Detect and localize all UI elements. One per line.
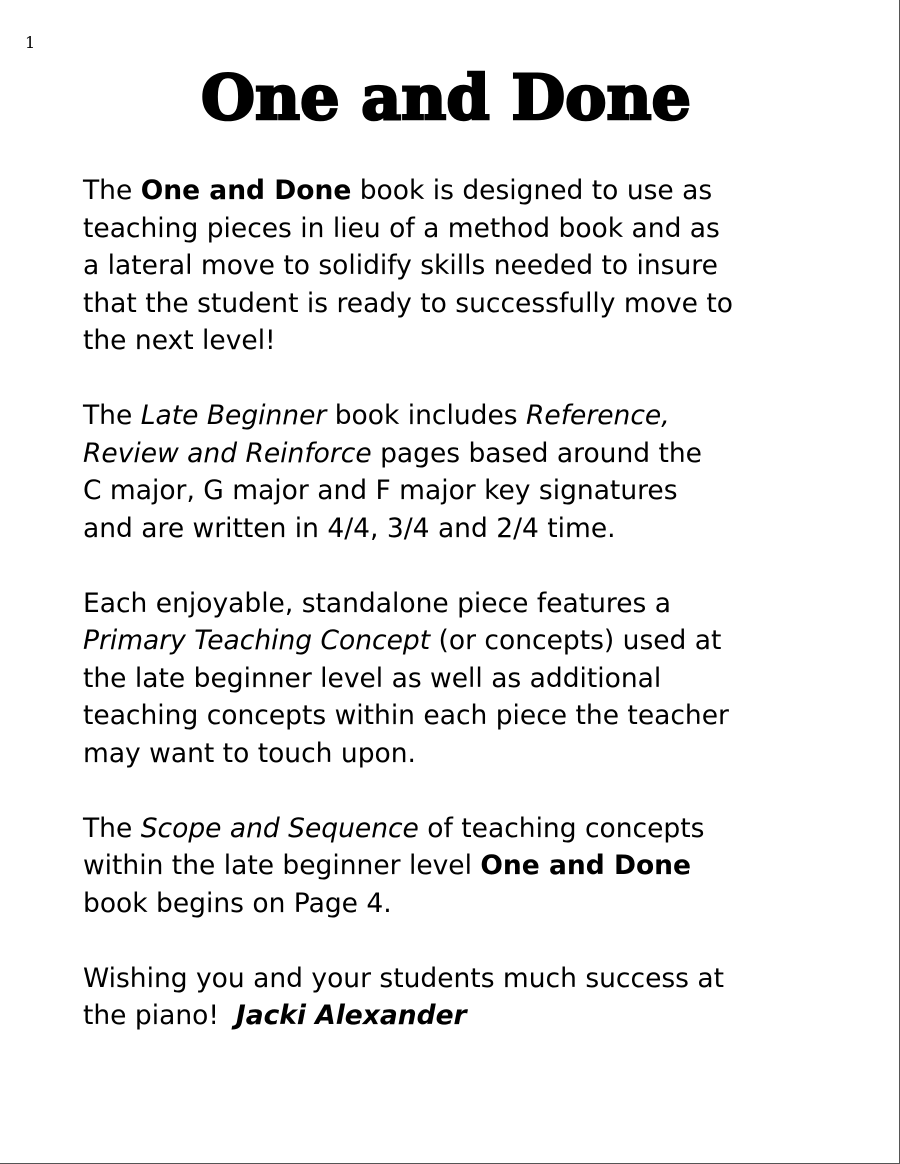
text-run: (or concepts) used at: [430, 625, 722, 656]
text-run: the late beginner level as well as additional: [83, 662, 662, 694]
text-run: The: [83, 812, 141, 844]
text-run: of teaching concepts: [418, 812, 705, 844]
italic-text-run: Primary Teaching Concept: [83, 625, 431, 656]
text-run: teaching concepts within each piece the teacher: [83, 700, 729, 731]
text-run: a lateral move to solidify skills needed to insure: [83, 250, 718, 281]
text-run: C major, G major and F major key signatures: [83, 475, 678, 506]
paragraph: [83, 172, 863, 360]
bold-text-run: One and Done: [140, 175, 352, 206]
text-run: The: [83, 175, 141, 206]
text-run: pages based around the: [371, 437, 702, 469]
bold-text-run: One and Done: [480, 850, 691, 881]
page-number: 1: [25, 33, 36, 52]
text-run: book includes: [326, 400, 526, 431]
text-run: book begins on Page 4.: [83, 887, 392, 919]
paragraph: [83, 960, 863, 1035]
bold-italic-text-run: Jacki Alexander: [235, 1000, 467, 1031]
italic-text-run: Scope and Sequence: [140, 812, 419, 844]
body-text: [83, 172, 863, 1072]
text-run: Wishing you and your students much success at: [83, 962, 725, 994]
text-run: the piano!: [83, 1000, 236, 1031]
italic-text-run: Review and Reinforce: [83, 437, 372, 469]
italic-text-run: Reference,: [525, 400, 670, 431]
text-run: Each enjoyable, standalone piece features a: [83, 587, 672, 619]
text-run: and are written in 4/4, 3/4 and 2/4 time.: [83, 512, 616, 544]
text-run: within the late beginner level: [83, 850, 481, 881]
text-run: The: [83, 400, 141, 431]
italic-text-run: Late Beginner: [140, 400, 327, 431]
text-run: book is designed to use as: [351, 175, 713, 206]
paragraph: [83, 810, 863, 923]
page-title: One and Done: [201, 61, 691, 134]
paragraph: [83, 397, 863, 547]
text-run: teaching pieces in lieu of a method book and as: [83, 212, 720, 244]
text-run: the next level!: [83, 325, 276, 356]
text-run: that the student is ready to successfully move to: [83, 287, 733, 319]
text-run: may want to touch upon.: [83, 737, 416, 769]
paragraph: [83, 585, 863, 773]
